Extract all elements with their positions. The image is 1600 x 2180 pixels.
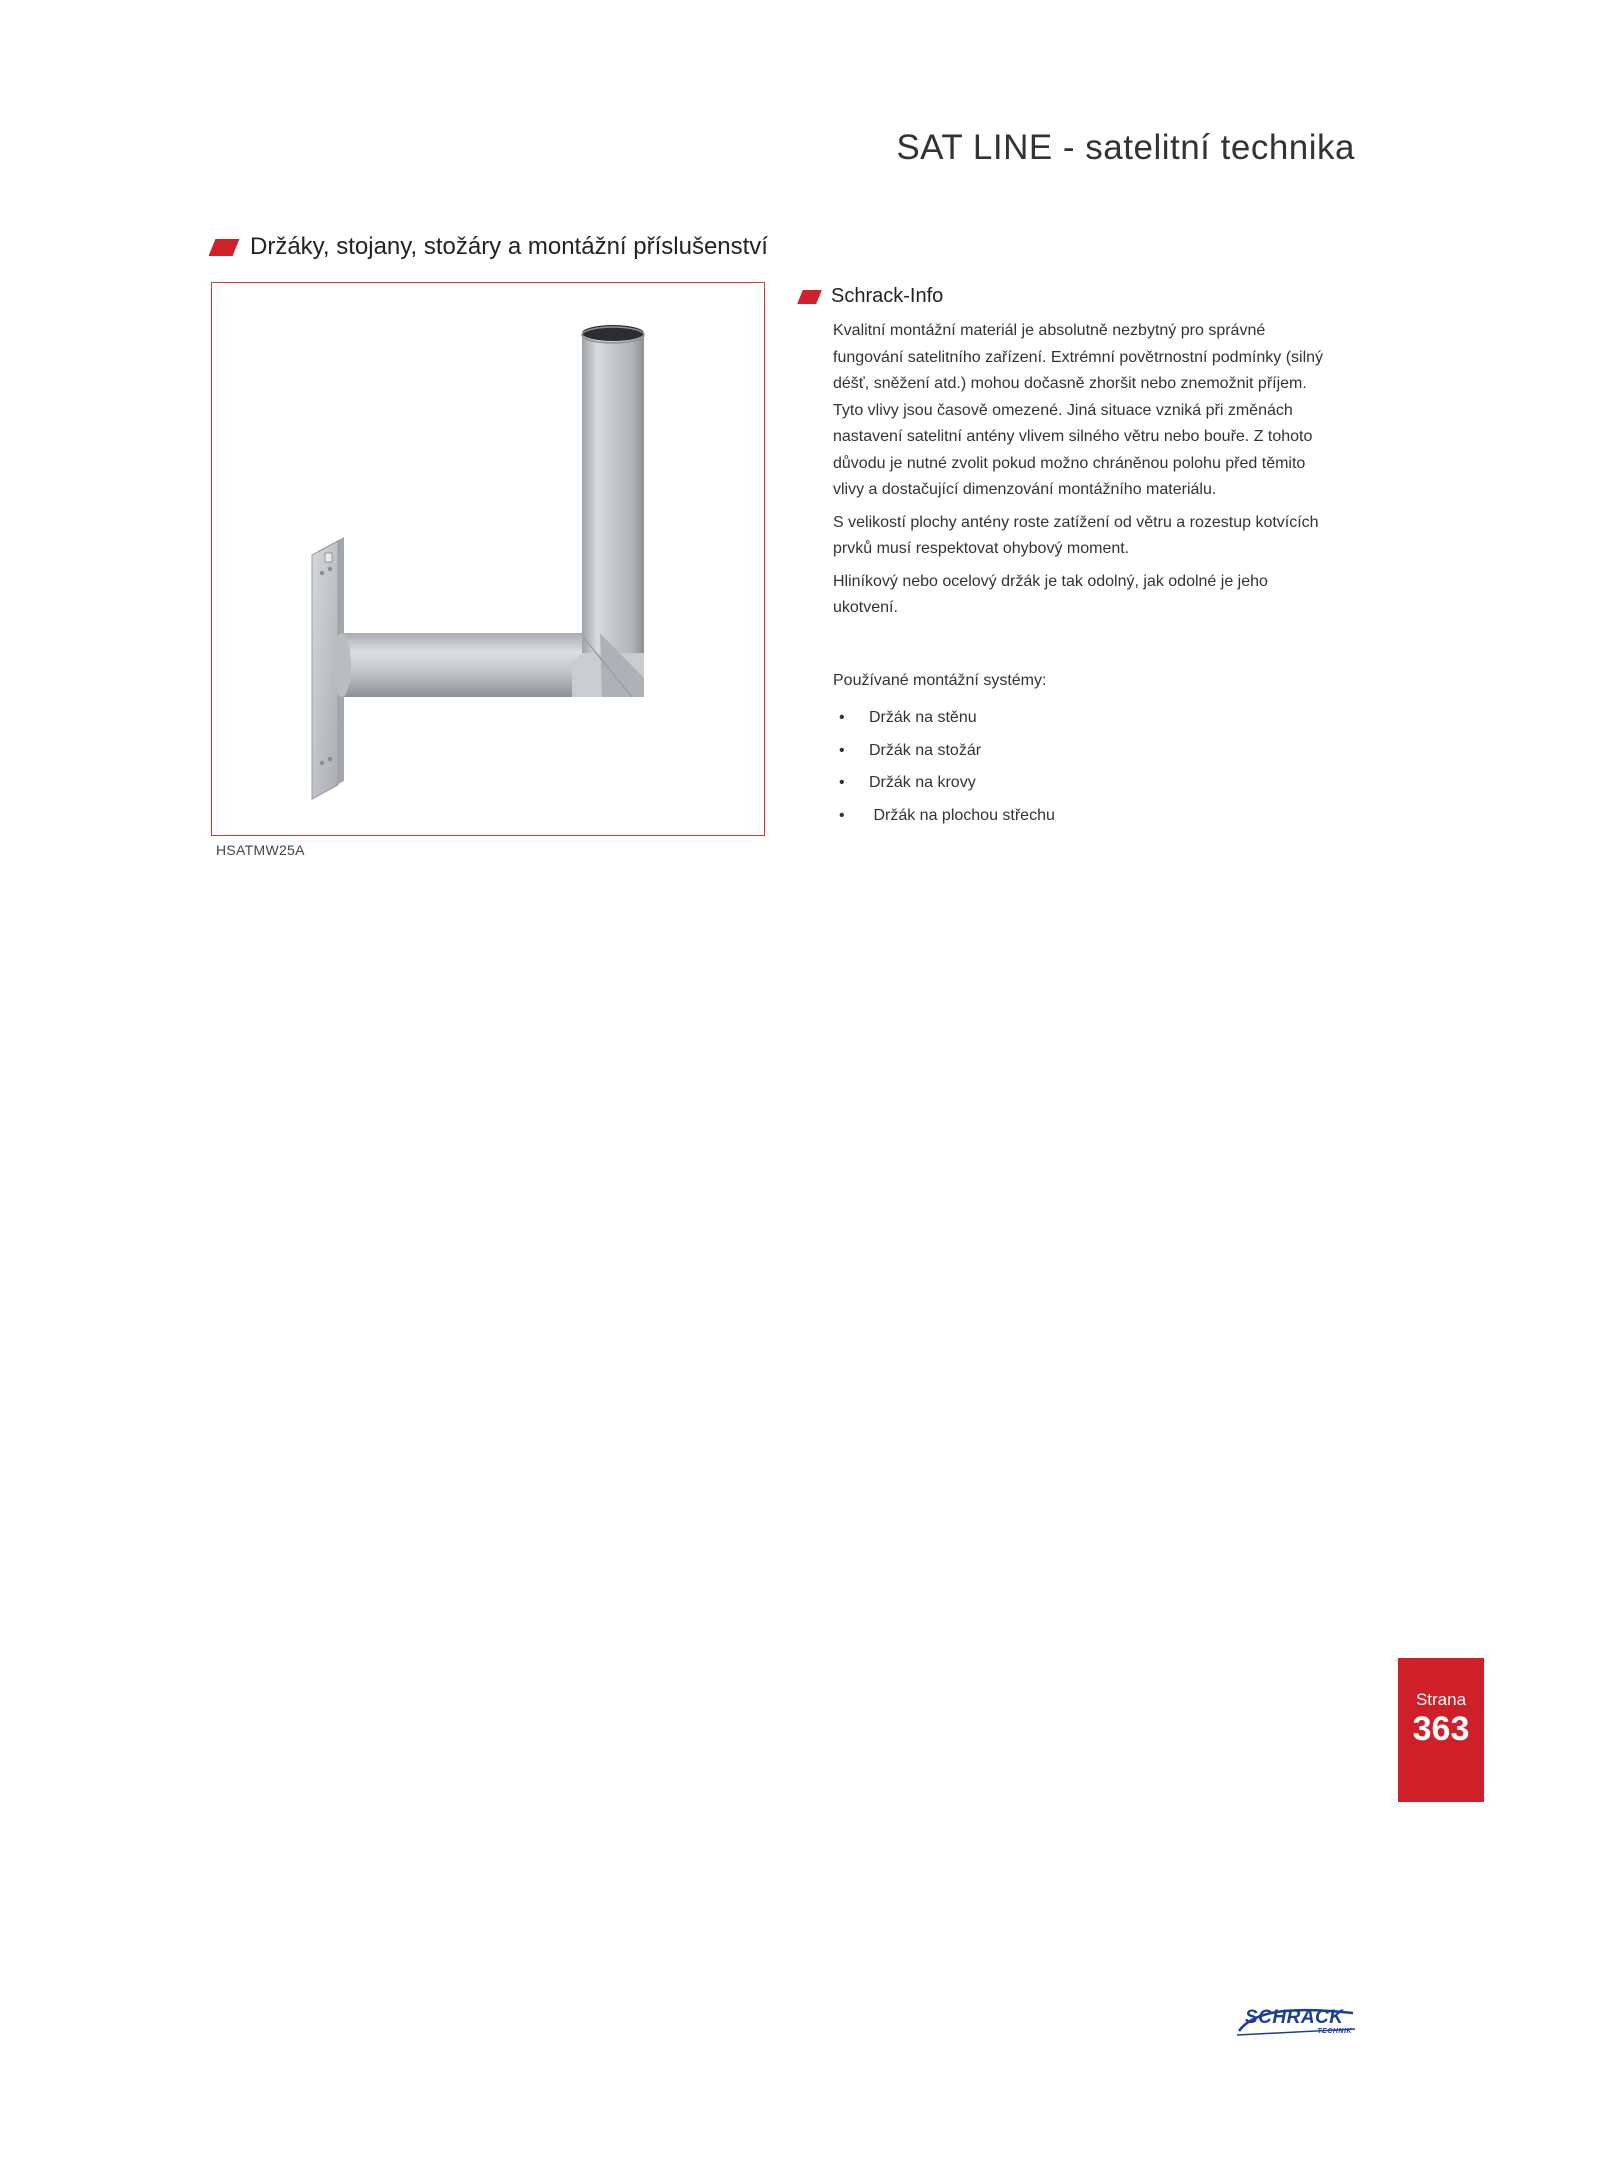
logo-subtext: TECHNIK: [1317, 2028, 1352, 2035]
info-marker-icon: [797, 290, 822, 304]
product-code: HSATMW25A: [216, 842, 305, 858]
list-item: [833, 767, 1333, 800]
list-item: [833, 702, 1333, 735]
info-body: [833, 318, 1333, 832]
info-paragraph: Hliníkový nebo ocelový držák je tak odolný, jak odolné je jeho ukotvení.: [833, 572, 1268, 616]
bullet-icon: •: [839, 709, 845, 726]
list-item-label: Držák na krovy: [869, 774, 976, 791]
list-item: [833, 735, 1333, 768]
page-header-title: SAT LINE - satelitní technika: [896, 128, 1355, 167]
systems-list: [833, 702, 1333, 832]
bullet-icon: •: [839, 741, 845, 759]
page-number-tab: [1398, 1658, 1484, 1802]
list-item: [833, 800, 1333, 833]
list-item-label: Držák na plochou střechu: [869, 806, 1055, 824]
list-item-label: Držák na stěnu: [869, 709, 977, 726]
bullet-icon: •: [839, 774, 845, 791]
page-tab-label: Strana: [1415, 1690, 1467, 1709]
info-title: Schrack-Info: [831, 285, 944, 307]
page-number: 363: [1412, 1710, 1470, 1748]
section-marker-icon: [209, 239, 240, 256]
info-heading: [800, 285, 1340, 308]
section-heading: [212, 233, 768, 261]
wall-bracket-image: [212, 283, 766, 837]
schrack-info-block: [800, 285, 1340, 832]
schrack-logo: [1235, 2005, 1360, 2039]
section-title: Držáky, stojany, stožáry a montážní příslušenství: [250, 233, 768, 260]
logo-text: SCHRACK: [1245, 2007, 1344, 2028]
info-paragraph: S velikostí plochy antény roste zatížení od větru a rozestup kotvících prvků musí respektovat ohybový moment.: [833, 513, 1319, 557]
bullet-icon: •: [839, 806, 845, 824]
list-item-label: Držák na stožár: [869, 741, 982, 759]
info-paragraph: Kvalitní montážní materiál je absolutně nezbytný pro správné fungování satelitního zařízení. Extrémní povětrnostní podmínky (silný déšť, sněžení atd.) mohou dočasně zhoršit nebo znemožnit příjem. Tyto vlivy jsou časově omezené. Jiná situace vzniká při změnách nastavení satelitní antény vlivem silného větru nebo bouře. Z tohoto důvodu je nutné zvolit pokud možno chráněnou polohu před těmito vlivy a dostačující dimenzování montážního materiálu.: [833, 322, 1324, 498]
product-image-frame: [211, 282, 765, 836]
systems-intro: Používané montážní systémy:: [833, 671, 1047, 689]
